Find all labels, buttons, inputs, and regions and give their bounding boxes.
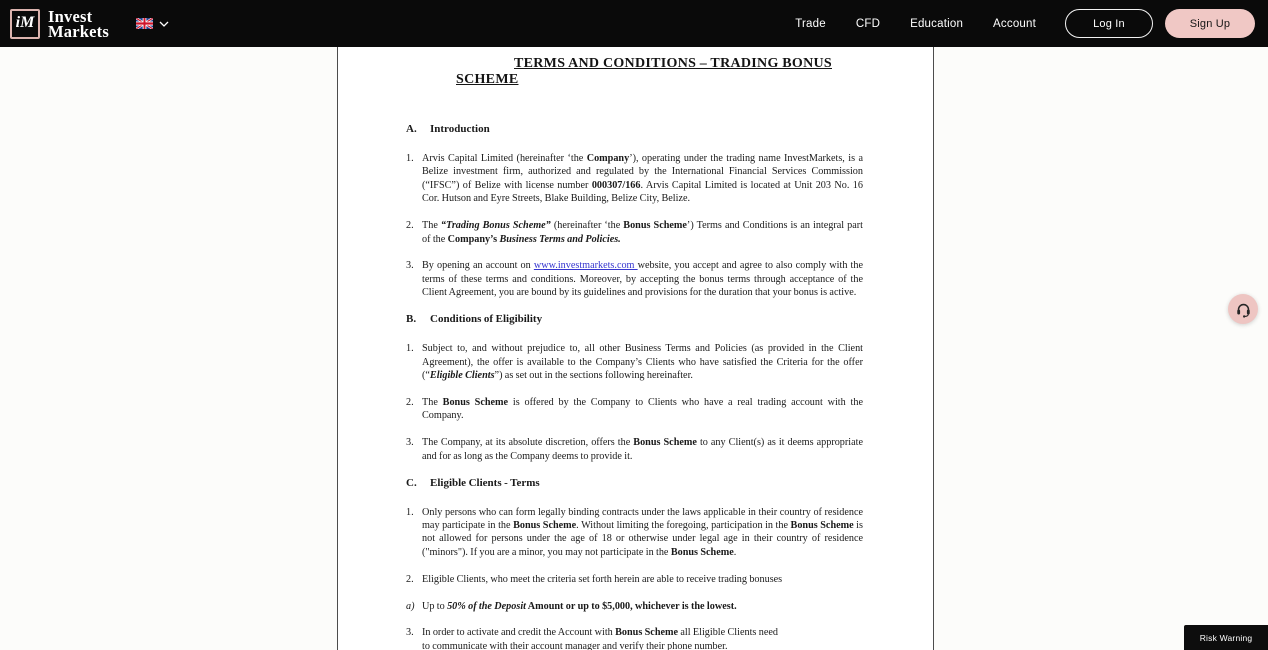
logo-word-line1: Invest <box>48 6 93 26</box>
nav-item-education[interactable]: Education <box>910 17 964 30</box>
nav-item-account[interactable]: Account <box>993 17 1036 30</box>
list-item: 3. In order to activate and credit the Account with Bonus Scheme all Eligible Clients need to communicate with their account manager and verify their phone number. <box>406 627 778 650</box>
list-item: 1. Subject to, and without prejudice to, all other Business Terms and Policies (as provided in the Client Agreement), the offer is available to the Company’s Clients who have satisfied the Criteria for the offer (“Eligible Clients”) as set out in the sections following hereinafter. <box>406 343 863 381</box>
logo[interactable] <box>10 6 109 41</box>
logo-word-line2: Markets <box>48 21 109 41</box>
headset-icon <box>1235 301 1252 318</box>
logo-monogram-icon <box>10 9 40 39</box>
list-item: 1. Only persons who can form legally binding contracts under the laws applicable in their country of residence may participate in the Bonus Scheme. Without limiting the foregoing, participation in the Bonus Scheme is not allowed for persons under the age of 18 or otherwise under legal age in their country of residence ("minors"). If you are a minor, you may not participate in the Bonus Scheme. <box>406 506 863 558</box>
document-title: TERMS AND CONDITIONS – TRADING BONUS SCHEME <box>456 56 832 87</box>
main-nav <box>795 18 1036 30</box>
nav-item-cfd[interactable]: CFD <box>855 17 881 30</box>
section-heading: A. Introduction <box>406 123 490 135</box>
section-heading: B. Conditions of Eligibility <box>406 313 543 326</box>
list-item: 3. The Company, at its absolute discretion, offers the Bonus Scheme to any Client(s) as it deems appropriate and for as long as the Company deems to provide it. <box>406 437 863 462</box>
uk-flag-icon <box>136 18 153 29</box>
list-item: 3. By opening an account on www.investmarkets.com website, you accept and agree to also comply with the terms of these terms and conditions. Moreover, by accepting the bonus terms through acceptance of the Client Agreement, you are bound by its guidelines and provisions for the duration that your bonus is active. <box>406 260 863 299</box>
list-item: 1. Arvis Capital Limited (hereinafter ‘the Company’), operating under the trading name InvestMarkets, is a Belize investment firm, authorized and regulated by the International Financial Services Commission (“IFSC”) of Belize with license number 000307/166. Arvis Capital Limited is located at Unit 203 No. 16 Cor. Hutson and Eyre Streets, Blake Building, Belize City, Belize. <box>406 153 863 205</box>
sign-up-button[interactable]: Sign Up <box>1165 9 1255 38</box>
risk-warning-button[interactable]: Risk Warning <box>1184 625 1268 650</box>
list-item: 2. The “Trading Bonus Scheme” (hereinafter ‘the Bonus Scheme’) Terms and Conditions is an integral part of the Company’s Business Terms and Policies. <box>406 220 863 245</box>
log-in-button[interactable]: Log In <box>1065 9 1153 38</box>
logo-monogram: iM <box>15 13 35 31</box>
document-content <box>338 47 933 650</box>
list-item: 2. Eligible Clients, who meet the criteria set forth herein are able to receive trading bonuses <box>406 573 783 585</box>
inline-link[interactable]: www.investmarkets.com <box>533 260 638 272</box>
support-chat-button[interactable] <box>1228 294 1258 324</box>
chevron-down-icon <box>159 21 169 27</box>
section-heading: C. Eligible Clients - Terms <box>406 476 540 489</box>
top-navigation-bar <box>0 0 1268 47</box>
language-selector[interactable] <box>136 18 169 29</box>
terms-document-page <box>337 47 934 650</box>
list-item: a) Up to 50% of the Deposit Amount or up to $5,000, whichever is the lowest. <box>406 600 737 612</box>
logo-wordmark <box>48 6 109 41</box>
document-sections <box>406 123 863 650</box>
nav-item-trade[interactable]: Trade <box>795 17 826 30</box>
list-item: 2. The Bonus Scheme is offered by the Company to Clients who have a real trading account with the Company. <box>406 396 863 422</box>
